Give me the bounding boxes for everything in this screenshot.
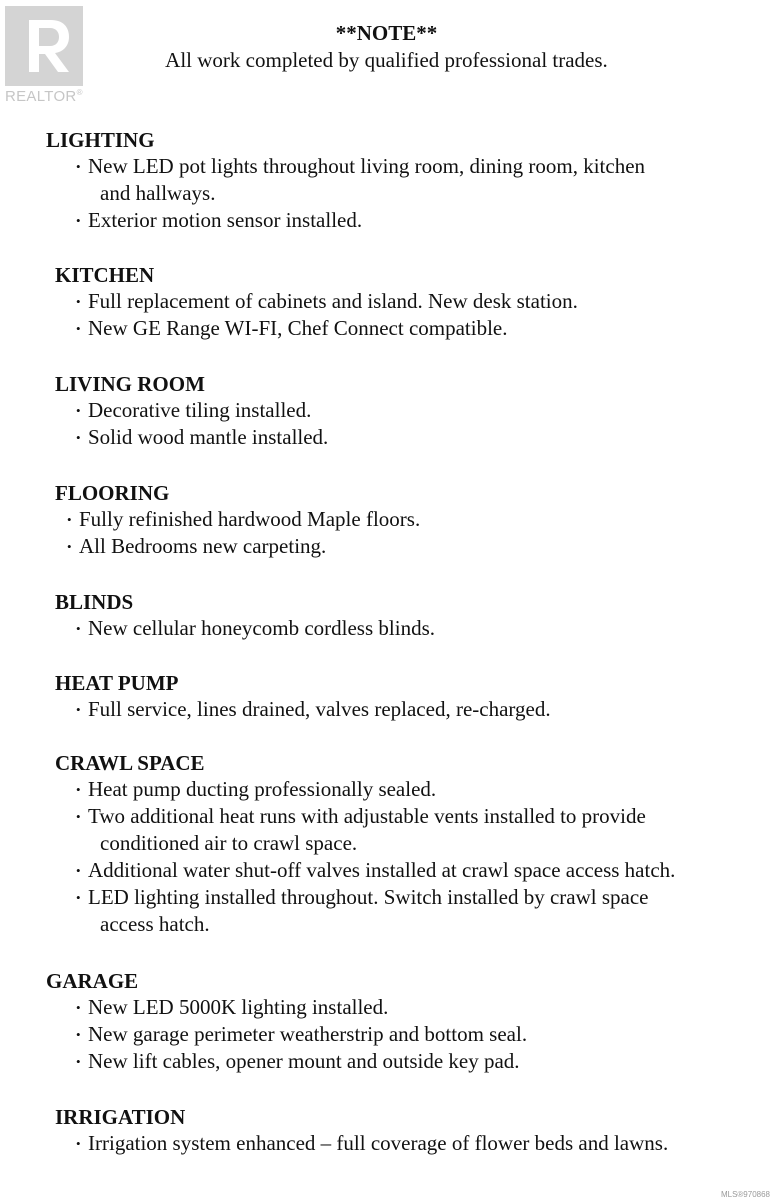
list-item-text: Exterior motion sensor installed. [88,208,363,232]
mls-number: MLS®970868 [720,1190,770,1199]
bullet-icon: • [76,1136,81,1151]
section-title: FLOORING [55,481,170,505]
realtor-logo-icon [5,6,83,86]
list-item [76,884,648,938]
realtor-logo-text: REALTOR® [5,88,83,105]
bullet-icon: • [76,890,81,905]
section-title: CRAWL SPACE [55,751,205,775]
bullet-icon: • [76,430,81,445]
list-item [76,424,328,451]
list-item [76,615,435,642]
list-item-text: access hatch. [100,912,210,936]
list-item-text: Fully refinished hardwood Maple floors. [79,507,421,531]
list-item [76,1130,668,1157]
bullet-icon: • [76,213,81,228]
list-item-text: New LED pot lights throughout living room, dining room, kitchen [88,154,646,178]
list-item [76,776,436,803]
bullet-icon: • [76,809,81,824]
bullet-icon: • [76,403,81,418]
list-item [76,315,508,342]
bullet-icon: • [76,1000,81,1015]
list-item-text: New GE Range WI-FI, Chef Connect compatible. [88,316,508,340]
bullet-icon: • [67,512,72,527]
list-item [76,153,645,207]
section-title: HEAT PUMP [55,671,179,695]
bullet-icon: • [76,702,81,717]
list-item-text: New LED 5000K lighting installed. [88,995,389,1019]
list-item [76,207,362,234]
bullet-icon: • [76,782,81,797]
list-item [76,397,311,424]
list-item [67,506,420,533]
list-item [76,696,551,723]
bullet-icon: • [76,1027,81,1042]
list-item-text: New cellular honeycomb cordless blinds. [88,616,435,640]
section-title: LIGHTING [46,128,155,152]
list-item-text: Irrigation system enhanced – full coverage of flower beds and lawns. [88,1131,669,1155]
list-item [76,857,675,884]
list-item [76,1021,527,1048]
bullet-icon: • [76,621,81,636]
bullet-icon: • [67,539,72,554]
list-item-text: LED lighting installed throughout. Switch installed by crawl space [88,885,649,909]
list-item [76,288,578,315]
list-item-text: New garage perimeter weatherstrip and bottom seal. [88,1022,528,1046]
list-item-text: Additional water shut-off valves installed at crawl space access hatch. [88,858,676,882]
list-item-text: Solid wood mantle installed. [88,425,329,449]
list-item-text: All Bedrooms new carpeting. [79,534,327,558]
section-title: GARAGE [46,969,139,993]
list-item-text: Heat pump ducting professionally sealed. [88,777,437,801]
list-item-text: conditioned air to crawl space. [100,831,358,855]
section-title: IRRIGATION [55,1105,186,1129]
section-title: KITCHEN [55,263,155,287]
bullet-icon: • [76,863,81,878]
section-title: LIVING ROOM [55,372,205,396]
list-item [67,533,326,560]
list-item-text: Decorative tiling installed. [88,398,312,422]
bullet-icon: • [76,1054,81,1069]
bullet-icon: • [76,294,81,309]
list-item-text: and hallways. [100,181,216,205]
list-item-text: Full replacement of cabinets and island. New desk station. [88,289,578,313]
list-item [76,1048,520,1075]
note-text: All work completed by qualified professional trades. [165,48,608,72]
bullet-icon: • [76,321,81,336]
bullet-icon: • [76,159,81,174]
section-title: BLINDS [55,590,134,614]
list-item-text: Two additional heat runs with adjustable vents installed to provide [88,804,646,828]
list-item-text: New lift cables, opener mount and outside key pad. [88,1049,520,1073]
list-item-text: Full service, lines drained, valves replaced, re-charged. [88,697,551,721]
list-item [76,803,646,857]
note-heading: **NOTE** [335,21,438,45]
list-item [76,994,388,1021]
